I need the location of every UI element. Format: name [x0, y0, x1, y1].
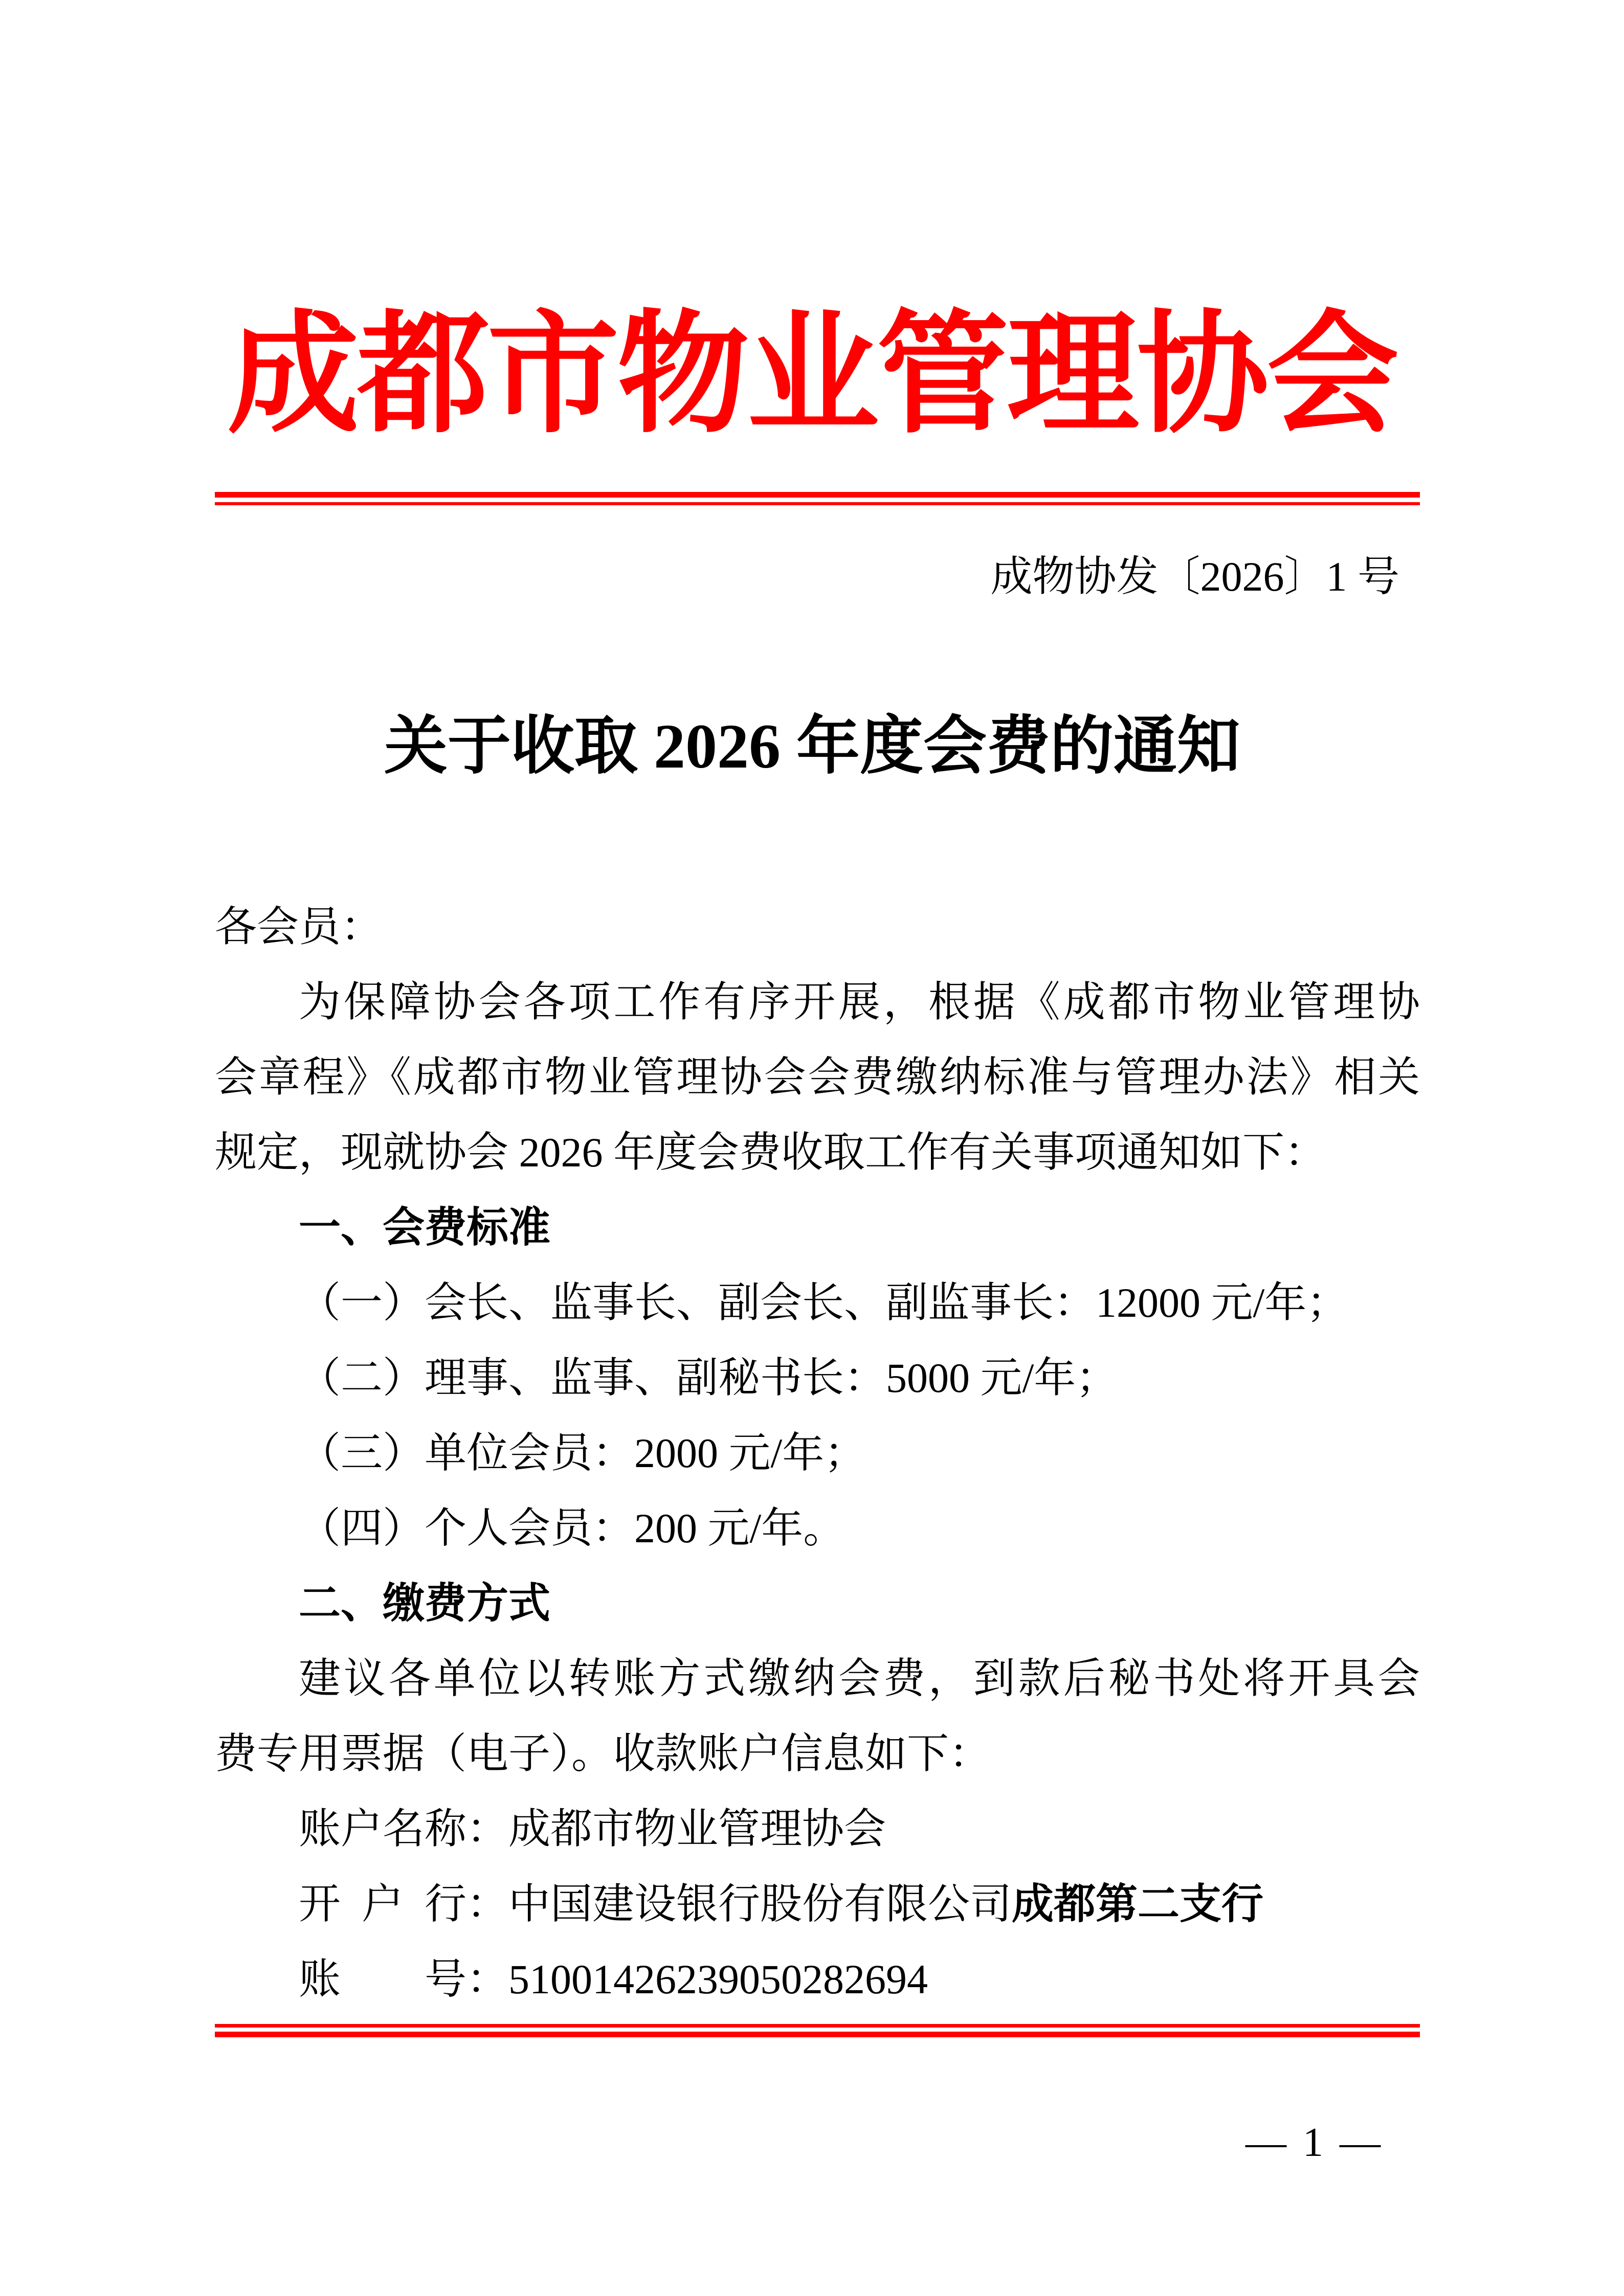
document-title: 关于收取 2026 年度会费的通知: [384, 711, 1240, 781]
red-divider-top: [215, 492, 1420, 505]
account-name-line: 账户名称：成都市物业管理协会: [299, 1806, 886, 1852]
account-number-line: [215, 1942, 1420, 2017]
section-heading-payment-method: 二、缴费方式: [299, 1580, 551, 1627]
bank-line: [215, 1866, 1420, 1942]
fee-item-2: （二）理事、监事、副秘书长：5000 元/年；: [299, 1355, 1118, 1401]
red-divider-top-thin-bar: [215, 502, 1420, 505]
intro-paragraph-line-3: 规定，现就协会 2026 年度会费收取工作有关事项通知如下：: [215, 1129, 1327, 1176]
fee-item-4: （四）个人会员：200 元/年。: [299, 1505, 846, 1551]
red-divider-bottom-thin-bar: [215, 2024, 1420, 2028]
bank-branch-bold: 成都第二支行: [1012, 1881, 1264, 1927]
intro-paragraph-line-2: 会章程》《成都市物业管理协会会费缴纳标准与管理办法》相关: [215, 1054, 1420, 1100]
red-divider-top-thick-bar: [215, 492, 1420, 498]
payment-paragraph-line-1: 建议各单位以转账方式缴纳会费，到款后秘书处将开具会: [299, 1655, 1420, 1702]
bank-name: 中国建设银行股份有限公司: [508, 1881, 1012, 1927]
red-divider-bottom: [215, 2024, 1420, 2037]
fee-item-3: （三）单位会员：2000 元/年；: [299, 1430, 866, 1476]
red-divider-bottom-thick-bar: [215, 2032, 1420, 2037]
bank-label: 开 户 行：: [299, 1881, 509, 1927]
account-number-label: 账 号：: [299, 1956, 509, 2002]
red-divider-top-gap: [215, 498, 1420, 502]
payment-paragraph-line-2: 费专用票据（电子）。收款账户信息如下：: [215, 1730, 991, 1777]
page-number: — 1 —: [1245, 2120, 1384, 2165]
intro-paragraph-line-1: 为保障协会各项工作有序开展，根据《成都市物业管理协: [299, 979, 1420, 1025]
account-number-value: 51001426239050282694: [508, 1956, 928, 2002]
document-number: 成物协发〔2026〕1 号: [990, 553, 1399, 600]
letterhead-org-title: 成都市物业管理协会: [227, 302, 1397, 448]
section-heading-fee-standards: 一、会费标准: [299, 1204, 551, 1251]
salutation-line: 各会员：: [215, 904, 383, 950]
fee-item-1: （一）会长、监事长、副会长、副监事长：12000 元/年；: [299, 1279, 1349, 1326]
red-divider-bottom-gap: [215, 2028, 1420, 2032]
document-body: [215, 889, 1420, 2017]
